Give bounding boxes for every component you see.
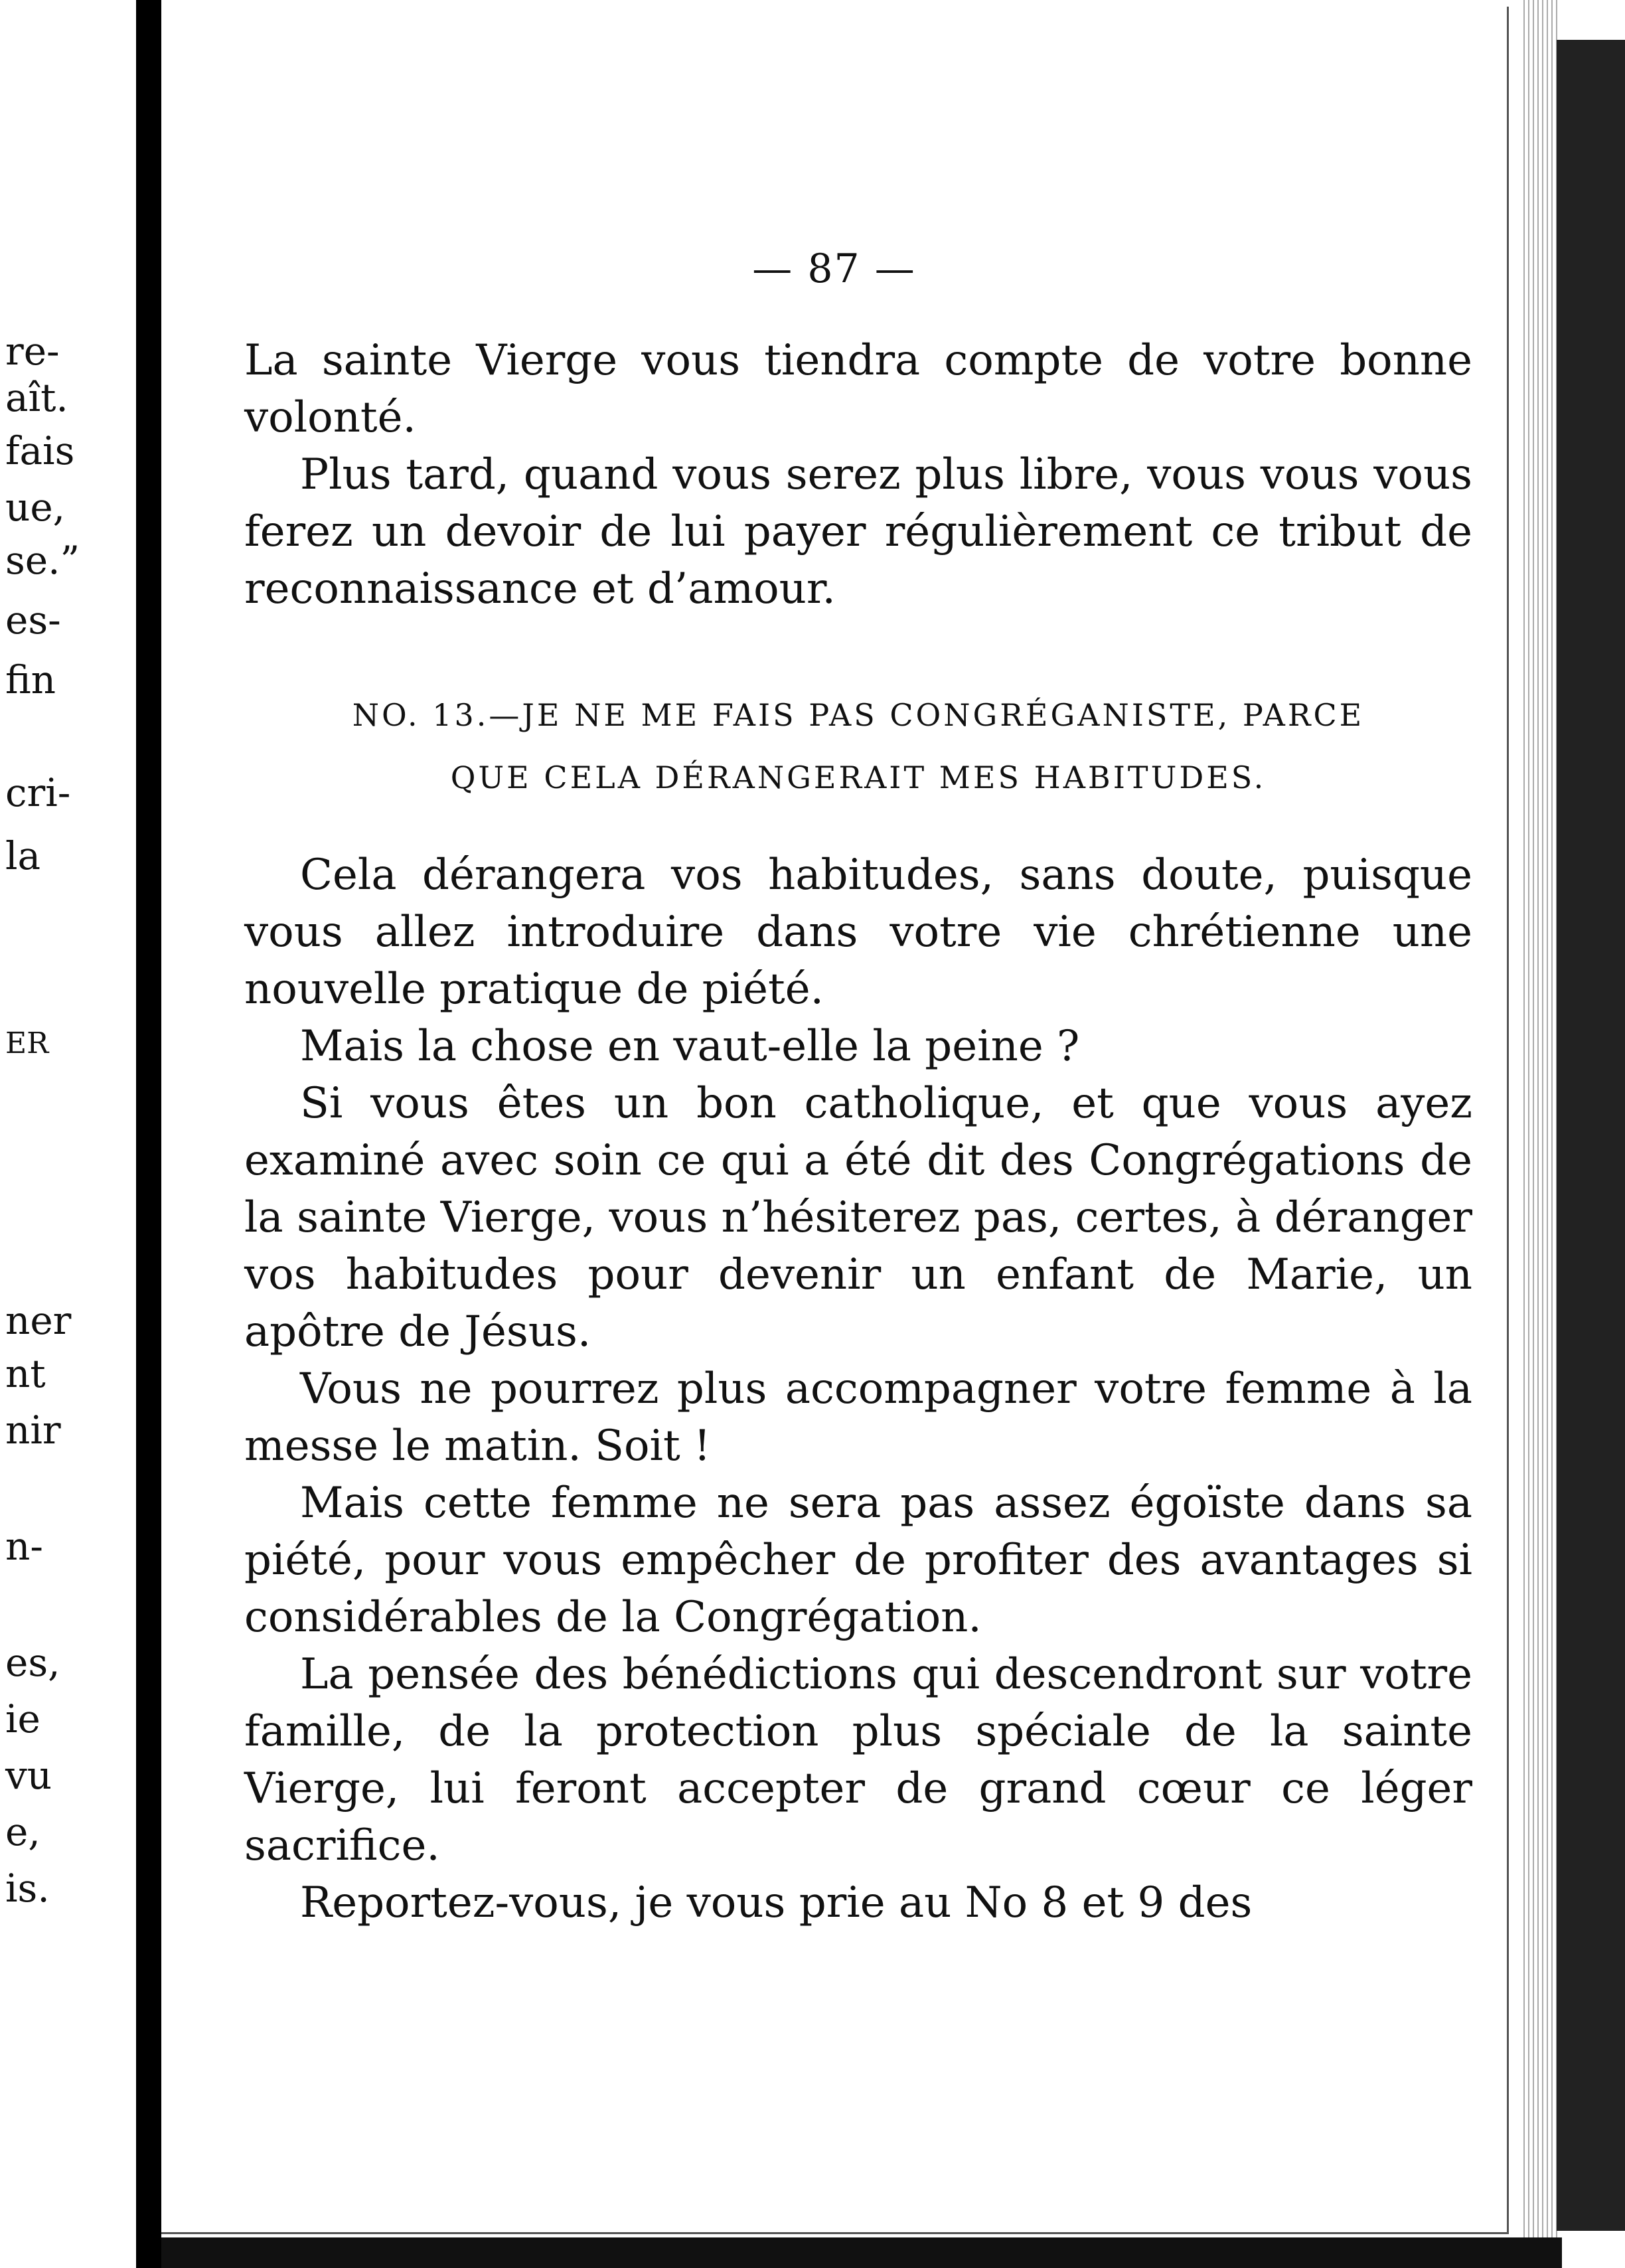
left-fragment: ie [5,1696,40,1742]
left-fragment: nt [5,1351,46,1396]
paragraph: Reportez-vous, je vous prie au No 8 et 9 des [300,1878,1253,1927]
paragraph: Cela dérangera vos habitudes, sans doute, puisque vous allez introduire dans votre vie chrétienne une nouvelle pratique de piété. [244,850,1472,1014]
heading-line: QUE CELA DÉRANGERAIT MES HABITUDES. [450,760,1267,795]
left-fragment: aît. [5,375,68,420]
left-fragment: ER [5,1026,49,1060]
left-fragment: la [5,833,41,878]
paragraph: Mais cette femme ne sera pas assez égoïste dans sa piété, pour vous empêcher de profiter des avantages si considérables de la Congrégation. [244,1479,1472,1642]
left-fragment: e, [5,1809,40,1854]
book-cover-edge [1557,40,1625,2231]
left-fragment: es- [5,598,61,643]
left-fragment: cri- [5,770,71,815]
left-fragment: fin [5,657,56,702]
left-fragment: fais [5,428,75,473]
paragraph: Mais la chose en vaut-elle la peine ? [300,1022,1080,1071]
text-block-main [244,847,1472,1931]
left-fragment: nir [5,1408,61,1453]
bottom-shadow [161,2237,1562,2268]
left-fragment: es, [5,1640,60,1685]
paragraph: La pensée des bénédictions qui descendront sur votre famille, de la protection plus spéciale de la sainte Vierge, lui feront accepter de grand cœur ce léger sacrifice. [244,1650,1472,1870]
page-number: — 87 — [752,246,916,292]
text-block-top [244,332,1472,617]
heading-line: NO. 13.—JE NE ME FAIS PAS CONGRÉGANISTE, PARCE [352,697,1365,733]
book-page [161,7,1509,2234]
paragraph: Plus tard, quand vous serez plus libre, vous vous vous ferez un devoir de lui payer régulièrement ce tribut de reconnaissance et d’amour. [244,450,1472,613]
left-fragment: is. [5,1866,50,1911]
left-fragment: se.” [5,538,80,583]
page-edges [1520,0,1560,2237]
paragraph: Si vous êtes un bon catholique, et que vous ayez examiné avec soin ce qui a été dit des Congrégations de la sainte Vierge, vous n’hésiterez pas, certes, à déranger vos habitudes pour devenir un enfant de Marie, un apôtre de Jésus. [244,1079,1472,1356]
left-fragment: re- [5,329,60,374]
left-fragment: ue, [5,485,66,530]
paragraph: La sainte Vierge vous tiendra compte de votre bonne volonté. [244,336,1472,442]
previous-page-fragment [0,0,136,2268]
left-fragment: ner [5,1298,72,1343]
book-gutter [136,0,161,2268]
left-fragment: n- [5,1524,43,1569]
section-heading [244,684,1472,809]
left-fragment: vu [5,1753,52,1798]
paragraph: Vous ne pourrez plus accompagner votre femme à la messe le matin. Soit ! [244,1364,1472,1471]
